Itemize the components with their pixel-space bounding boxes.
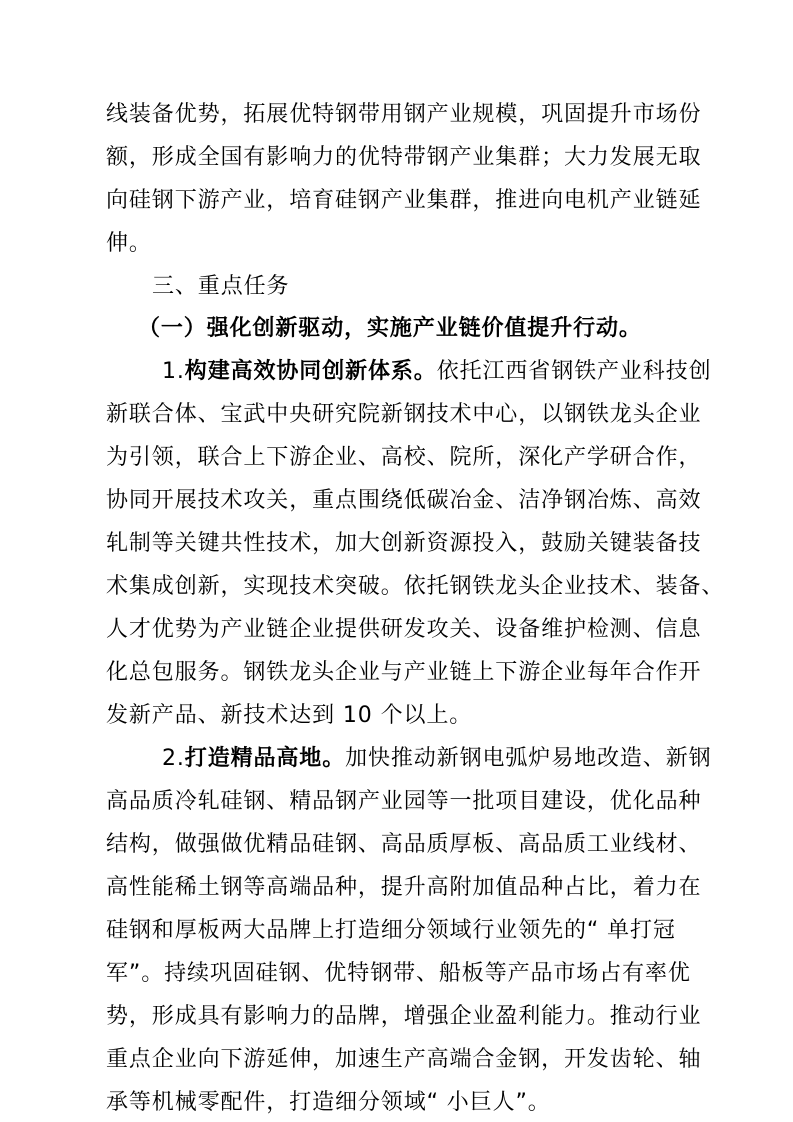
body-text-line: 伸。 <box>106 231 152 256</box>
body-text-line: 为引领，联合上下游企业、高校、院所，深化产学研合作， <box>106 445 702 470</box>
body-text-line: 发新产品、新技术达到 10 个以上。 <box>106 703 473 728</box>
body-text-line: 势，形成具有影响力的品牌，增强企业盈利能力。推动行业 <box>106 1004 702 1029</box>
body-text-line: 人才优势为产业链企业提供研发攻关、设备维护检测、信息 <box>106 617 702 642</box>
section-heading: 三、重点任务 <box>152 274 290 299</box>
item-2-text: 加快推动新钢电弧炉易地改造、新钢 <box>345 746 712 771</box>
body-text-line: 协同开展技术攻关，重点围绕低碳冶金、洁净钢冶炼、高效 <box>106 488 702 513</box>
item-1-first-line <box>162 357 712 387</box>
body-text-line: 额，形成全国有影响力的优特带钢产业集群；大力发展无取 <box>106 145 702 170</box>
subsection-heading: （一）强化创新驱动，实施产业链价值提升行动。 <box>138 316 642 341</box>
body-text-line: 化总包服务。钢铁龙头企业与产业链上下游企业每年合作开 <box>106 660 702 685</box>
body-text-line: 新联合体、宝武中央研究院新钢技术中心，以钢铁龙头企业 <box>106 402 702 427</box>
body-text-line: 线装备优势，拓展优特钢带用钢产业规模，巩固提升市场份 <box>106 102 702 127</box>
body-text-line: 结构，做强做优精品硅钢、高品质厚板、高品质工业线材、 <box>106 832 702 857</box>
body-text-line: 术集成创新，实现技术突破。依托钢铁龙头企业技术、装备、 <box>106 574 725 599</box>
body-text-line: 向硅钢下游产业，培育硅钢产业集群，推进向电机产业链延 <box>106 188 702 213</box>
item-2-number: 2. <box>162 746 185 771</box>
body-text-line: 高品质冷轧硅钢、精品钢产业园等一批项目建设，优化品种 <box>106 789 702 814</box>
body-text-line: 军”。持续巩固硅钢、优特钢带、船板等产品市场占有率优 <box>106 961 691 986</box>
item-1-text: 依托江西省钢铁产业科技创 <box>436 359 712 384</box>
body-text-line: 高性能稀土钢等高端品种，提升高附加值品种占比，着力在 <box>106 875 702 900</box>
item-2-first-line <box>162 744 712 774</box>
item-1-title: 构建高效协同创新体系。 <box>184 359 437 384</box>
body-text-line: 承等机械零配件，打造细分领域“ 小巨人”。 <box>106 1090 551 1115</box>
body-text-line: 重点企业向下游延伸，加速生产高端合金钢，开发齿轮、轴 <box>106 1047 702 1072</box>
body-text-line: 轧制等关键共性技术，加大创新资源投入，鼓励关键装备技 <box>106 531 702 556</box>
item-1-number: 1. <box>162 359 185 384</box>
item-2-title: 打造精品高地。 <box>184 746 346 771</box>
body-text-line: 硅钢和厚板两大品牌上打造细分领域行业领先的“ 单打冠 <box>106 918 676 943</box>
